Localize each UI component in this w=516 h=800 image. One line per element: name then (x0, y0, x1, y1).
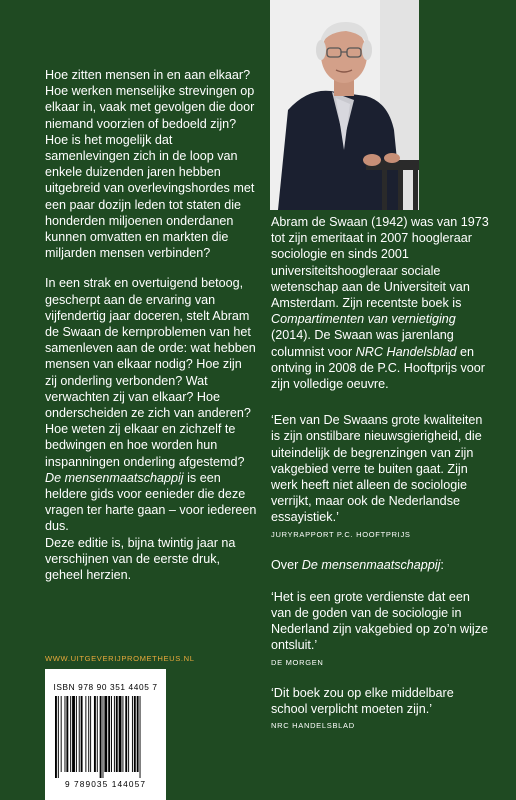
barcode-bar (132, 696, 133, 772)
review-source-1: JURYRAPPORT P.C. HOOFTPRIJS (271, 529, 411, 539)
blurb-paragraph-1: Hoe zitten mensen in en aan elkaar? Hoe werken menselijke strevingen op elkaar in, vaak met gevolgen die door niemand voorzien of bedoeld zijn? Hoe is het mogelijk dat samenlevingen zich in de loop van enkele duizenden jaren hebben uitgebreid van overlevingshordes met een paar dozijn leden tot staten die honderden miljoenen onderdanen kunnen omvatten en markten die miljarden mensen verbinden? (45, 68, 255, 261)
barcode-bar (140, 696, 141, 778)
blurb-paragraph-2-end: is een heldere gids voor eenieder die deze vragen ter harte gaan – voor iedereen dus. (45, 470, 257, 534)
back-cover-blurb (45, 67, 257, 597)
reviews-heading-title: De mensenmaatschappij (301, 557, 441, 572)
reviews-heading-suffix: : (440, 557, 444, 572)
blurb-paragraph-3: Deze editie is, bijna twintig jaar na verschijnen van de eerste druk, geheel herzien. (45, 535, 236, 583)
author-bio-part-3: en ontving in 2008 de P.C. Hooftprijs voor zijn volledige oeuvre. (271, 344, 485, 392)
barcode-bar (88, 696, 89, 772)
author-bio-part-1: Abram de Swaan (1942) was van 1973 tot zijn emeritaat in 2007 hoogleraar sociologie en sinds 2001 universiteitshoogleraar sociale wetenschap aan de Universiteit van Amsterdam. Zijn recentste boek is (271, 215, 489, 311)
review-quote-1: ‘Een van De Swaans grote kwaliteiten is zijn onstilbare nieuwsgierigheid, die uiteindelijk de begrenzingen van zijn vakgebied verre te buiten gaat. Zijn werk heeft niet alleen de sociologie verrijkt, maar ook de Nederlandse essayistiek.’ (271, 413, 483, 525)
barcode-number: 9 789035 144057 (64, 779, 147, 789)
barcode-bar (134, 696, 136, 772)
barcode-bar (103, 696, 104, 778)
barcode-bar (128, 696, 129, 772)
barcode-bar (76, 696, 77, 772)
barcode-bar (85, 696, 86, 772)
barcode-bar (122, 696, 123, 772)
review-source-3: NRC HANDELSBLAD (271, 721, 355, 731)
barcode-bar (108, 696, 110, 772)
review-quote-3: ‘Dit boek zou op elke middelbare school verplicht moeten zijn.’ (271, 685, 454, 716)
isbn-text: ISBN 978 90 351 4405 7 (53, 682, 158, 692)
barcode-bar (58, 696, 59, 778)
barcode-label (45, 669, 166, 800)
author-portrait-illustration (270, 0, 419, 210)
reviews-heading-prefix: Over (271, 557, 302, 572)
barcode-bar (70, 696, 71, 772)
author-bio (271, 214, 489, 392)
barcode-bar (79, 696, 80, 772)
author-photo (270, 0, 419, 210)
barcode-bar (111, 696, 112, 772)
barcode-bar (90, 696, 91, 772)
review-source-2: DE MORGEN (271, 657, 324, 667)
blurb-paragraph-2 (45, 275, 257, 534)
barcode-bar (97, 696, 98, 772)
barcode-bar (137, 696, 139, 772)
barcode-bar (72, 696, 75, 772)
barcode-bar (116, 696, 118, 772)
barcode-bar (114, 696, 115, 772)
barcode-bar (65, 696, 66, 772)
barcode-bar (61, 696, 62, 772)
barcode-bar (55, 696, 57, 778)
recent-book-title: Compartimenten van vernietiging (271, 312, 456, 327)
blurb-paragraph-2-text: In een strak en overtuigend betoog, gescherpt aan de ervaring van vijfendertig jaar doceren, stelt Abram de Swaan de kernproblemen van het samenleven aan de orde: wat hebben mensen van elkaar nodig? Hoe zijn zij onderling verbonden? Wat verwachten zij van elkaar? Hoe onderscheiden ze zich van anderen? Hoe weten zij elkaar en zichzelf te bedwingen en hoe worden hun inspanningen onderling afgestemd? (45, 276, 256, 469)
book-title: De mensenmaatschappij (45, 470, 184, 485)
author-info (271, 214, 489, 748)
barcode-bar (125, 696, 127, 772)
barcode-bar (81, 696, 83, 772)
newspaper-name: NRC Handelsblad (355, 344, 457, 359)
barcode-bar (94, 696, 96, 772)
author-bio-part-2: (2014). De Swaan was jarenlang columnist voor (271, 328, 454, 359)
barcode-bar (119, 696, 122, 772)
barcode-bar (100, 696, 102, 778)
barcode-bar (104, 696, 107, 772)
barcode-bar (66, 696, 68, 772)
review-quote-2: ‘Het is een grote verdienste dat een van de goden van de sociologie in Nederland zijn vakgebied op zo’n wijze ontsluit.’ (271, 589, 489, 653)
publisher-website: WWW.UITGEVERIJPROMETHEUS.NL (45, 654, 195, 663)
barcode-icon (55, 696, 156, 778)
reviews-heading (271, 557, 489, 573)
